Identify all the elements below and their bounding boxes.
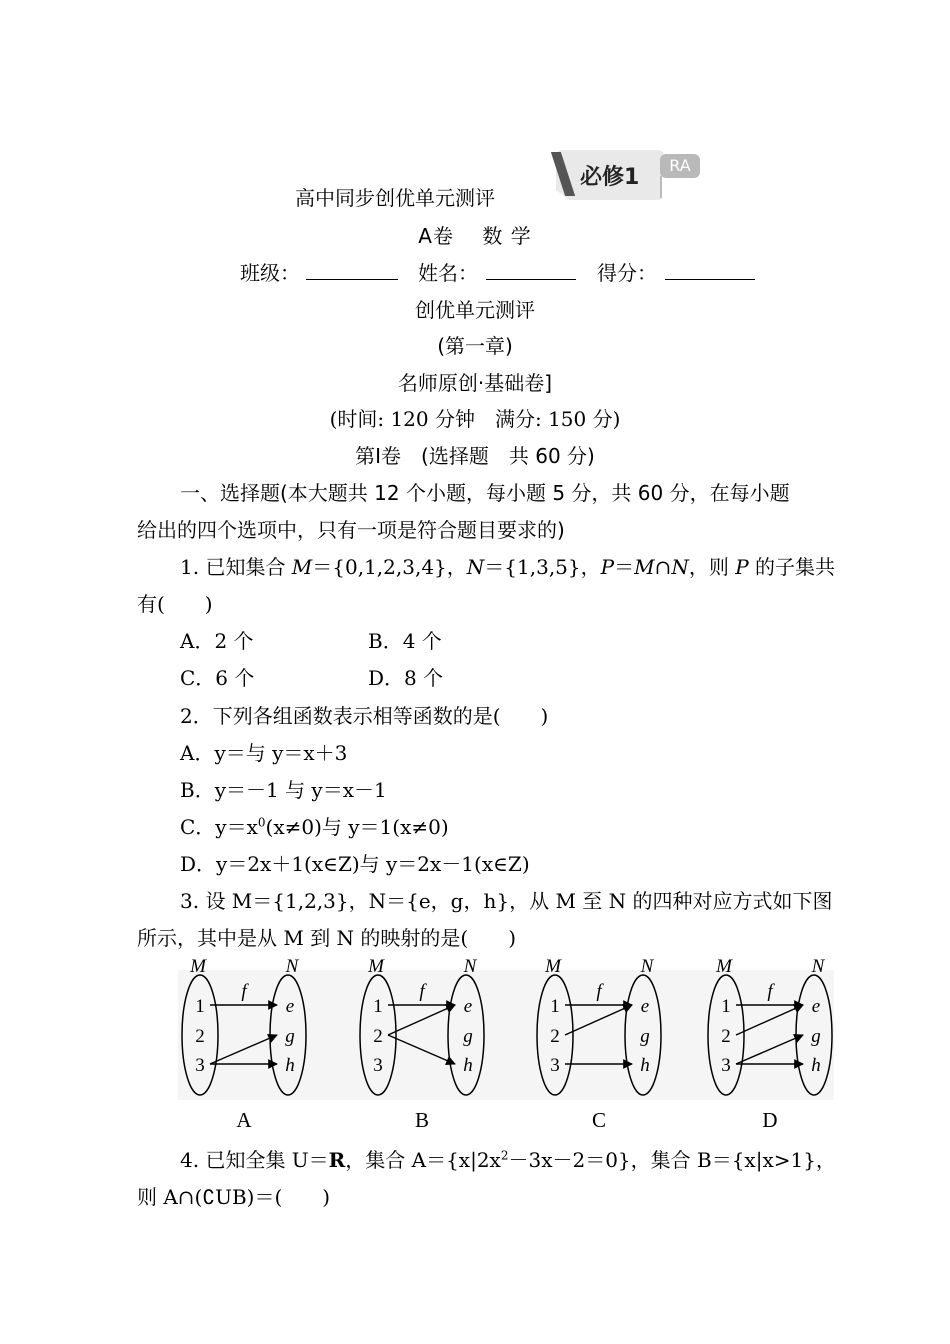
q2-option-c-text: (x≠0)与 y＝1(x≠0)	[265, 815, 449, 839]
set-m-element: 3	[550, 1055, 560, 1076]
part-title: 第Ⅰ卷 (选择题 共 60 分)	[355, 444, 595, 468]
q1-option-c[interactable]: C．6 个	[180, 666, 255, 690]
q1-var-p: P	[600, 555, 615, 579]
test-kind: 名师原创·基础卷]	[397, 371, 553, 395]
q1-text: ，则	[688, 555, 736, 579]
set-n-element: h	[463, 1055, 473, 1076]
score-blank[interactable]	[665, 279, 755, 280]
set-n-label: N	[285, 956, 299, 977]
set-n-element: e	[463, 996, 473, 1017]
name-blank[interactable]	[486, 279, 576, 280]
q4-text: ，集合 A＝{x|2x	[345, 1148, 501, 1172]
q4-stem-line2: 则 A∩(∁UB)＝( )	[137, 1185, 331, 1209]
set-n-label: N	[640, 956, 654, 977]
set-m-element: 2	[550, 1026, 560, 1047]
set-m-element: 2	[721, 1026, 731, 1047]
map-label: f	[596, 981, 602, 1002]
set-m-element: 2	[373, 1026, 383, 1047]
q2-option-d[interactable]: D．y＝2x＋1(x∈Z)与 y＝2x－1(x∈Z)	[180, 852, 530, 876]
name-label: 姓名：	[418, 261, 478, 285]
test-chapter: (第一章)	[437, 334, 513, 358]
q4-exponent: 2	[500, 1148, 509, 1163]
textbook-badge	[550, 150, 702, 202]
set-m-label: M	[368, 956, 384, 977]
q4-real-set: R	[328, 1148, 346, 1172]
diagram-option-label: B	[414, 1108, 430, 1132]
q1-text: ∩	[654, 555, 672, 579]
q2-option-c[interactable]	[180, 811, 449, 840]
subject-subtitle: A卷 数 学	[418, 224, 532, 248]
test-title: 创优单元测评	[415, 298, 535, 322]
set-n-element: e	[285, 996, 295, 1017]
badge-foot-decoration	[660, 176, 702, 198]
set-m-label: M	[716, 956, 732, 977]
badge-label: 必修1	[580, 165, 640, 190]
q3-stem-line1: 3. 设 M＝{1,2,3}，N＝{e，g，h}，从 M 至 N 的四种对应方式如下图	[180, 889, 833, 913]
set-m-element: 3	[373, 1055, 383, 1076]
set-m-element: 2	[195, 1026, 205, 1047]
q2-option-c-text: C．y＝x	[180, 815, 258, 839]
test-time-info: (时间: 120 分钟 满分: 150 分)	[329, 407, 621, 431]
q4-text: －3x－2＝0}，集合 B＝{x|x>1}，	[508, 1148, 836, 1172]
set-n-element: g	[640, 1026, 650, 1047]
q2-stem: 2．下列各组函数表示相等函数的是( )	[180, 704, 549, 728]
q1-var-p: P	[735, 555, 749, 579]
set-n-element: h	[811, 1055, 821, 1076]
diagram-option-label: D	[762, 1108, 778, 1132]
set-n-element: h	[640, 1055, 650, 1076]
set-n-label: N	[811, 956, 825, 977]
section-heading-line1: 一、选择题(本大题共 12 个小题，每小题 5 分，共 60 分，在每小题	[180, 481, 790, 505]
class-label: 班级：	[240, 261, 300, 285]
set-m-element: 1	[373, 996, 383, 1017]
q1-text: 的子集共	[748, 555, 836, 579]
q4-text: 4. 已知全集 U＝	[180, 1148, 329, 1172]
map-label: f	[419, 981, 425, 1002]
set-n-element: g	[285, 1026, 295, 1047]
q2-option-c-exponent: 0	[257, 815, 266, 830]
map-label: f	[767, 981, 773, 1002]
set-m-label: M	[190, 956, 206, 977]
set-m-element: 1	[195, 996, 205, 1017]
set-n-label: N	[463, 956, 477, 977]
q1-text: ＝{0,1,2,3,4}，	[312, 555, 467, 579]
diagram-option-label: C	[591, 1108, 607, 1132]
q2-option-b[interactable]: B．y＝－1 与 y＝x－1	[180, 778, 387, 802]
class-blank[interactable]	[306, 279, 398, 280]
q1-var-n: N	[671, 555, 689, 579]
q1-text: ＝{1,3,5}，	[484, 555, 601, 579]
q1-stem-line1	[180, 551, 835, 580]
set-n-element: e	[811, 996, 821, 1017]
q1-var-n: N	[466, 555, 485, 579]
diagram-option-label: A	[236, 1108, 252, 1132]
q1-option-b[interactable]: B．4 个	[368, 629, 442, 653]
set-m-label: M	[545, 956, 561, 977]
set-m-element: 3	[195, 1055, 205, 1076]
set-n-element: g	[463, 1026, 473, 1047]
set-m-element: 1	[550, 996, 560, 1017]
q2-option-a[interactable]: A．y＝与 y＝x＋3	[180, 741, 348, 765]
set-n-element: g	[811, 1026, 821, 1047]
set-m-element: 3	[721, 1055, 731, 1076]
q1-option-d[interactable]: D．8 个	[368, 666, 444, 690]
score-label: 得分：	[597, 261, 657, 285]
map-label: f	[241, 981, 247, 1002]
q1-stem-line2: 有( )	[137, 592, 213, 616]
q1-var-m: M	[291, 555, 313, 579]
section-heading-line2: 给出的四个选项中，只有一项是符合题目要求的)	[137, 518, 565, 542]
set-n-element: h	[285, 1055, 295, 1076]
badge-tag: RA	[660, 154, 700, 178]
set-n-element: e	[640, 996, 650, 1017]
q1-var-m: M	[634, 555, 655, 579]
series-title: 高中同步创优单元测评	[295, 186, 495, 210]
q1-text: 1. 已知集合	[180, 555, 292, 579]
q4-stem-line1	[180, 1144, 836, 1173]
q1-text: ＝	[614, 555, 635, 579]
q1-option-a[interactable]: A．2 个	[180, 629, 254, 653]
q3-stem-line2: 所示，其中是从 M 到 N 的映射的是( )	[137, 926, 517, 950]
set-m-element: 1	[721, 996, 731, 1017]
mapping-diagrams	[170, 950, 840, 1140]
